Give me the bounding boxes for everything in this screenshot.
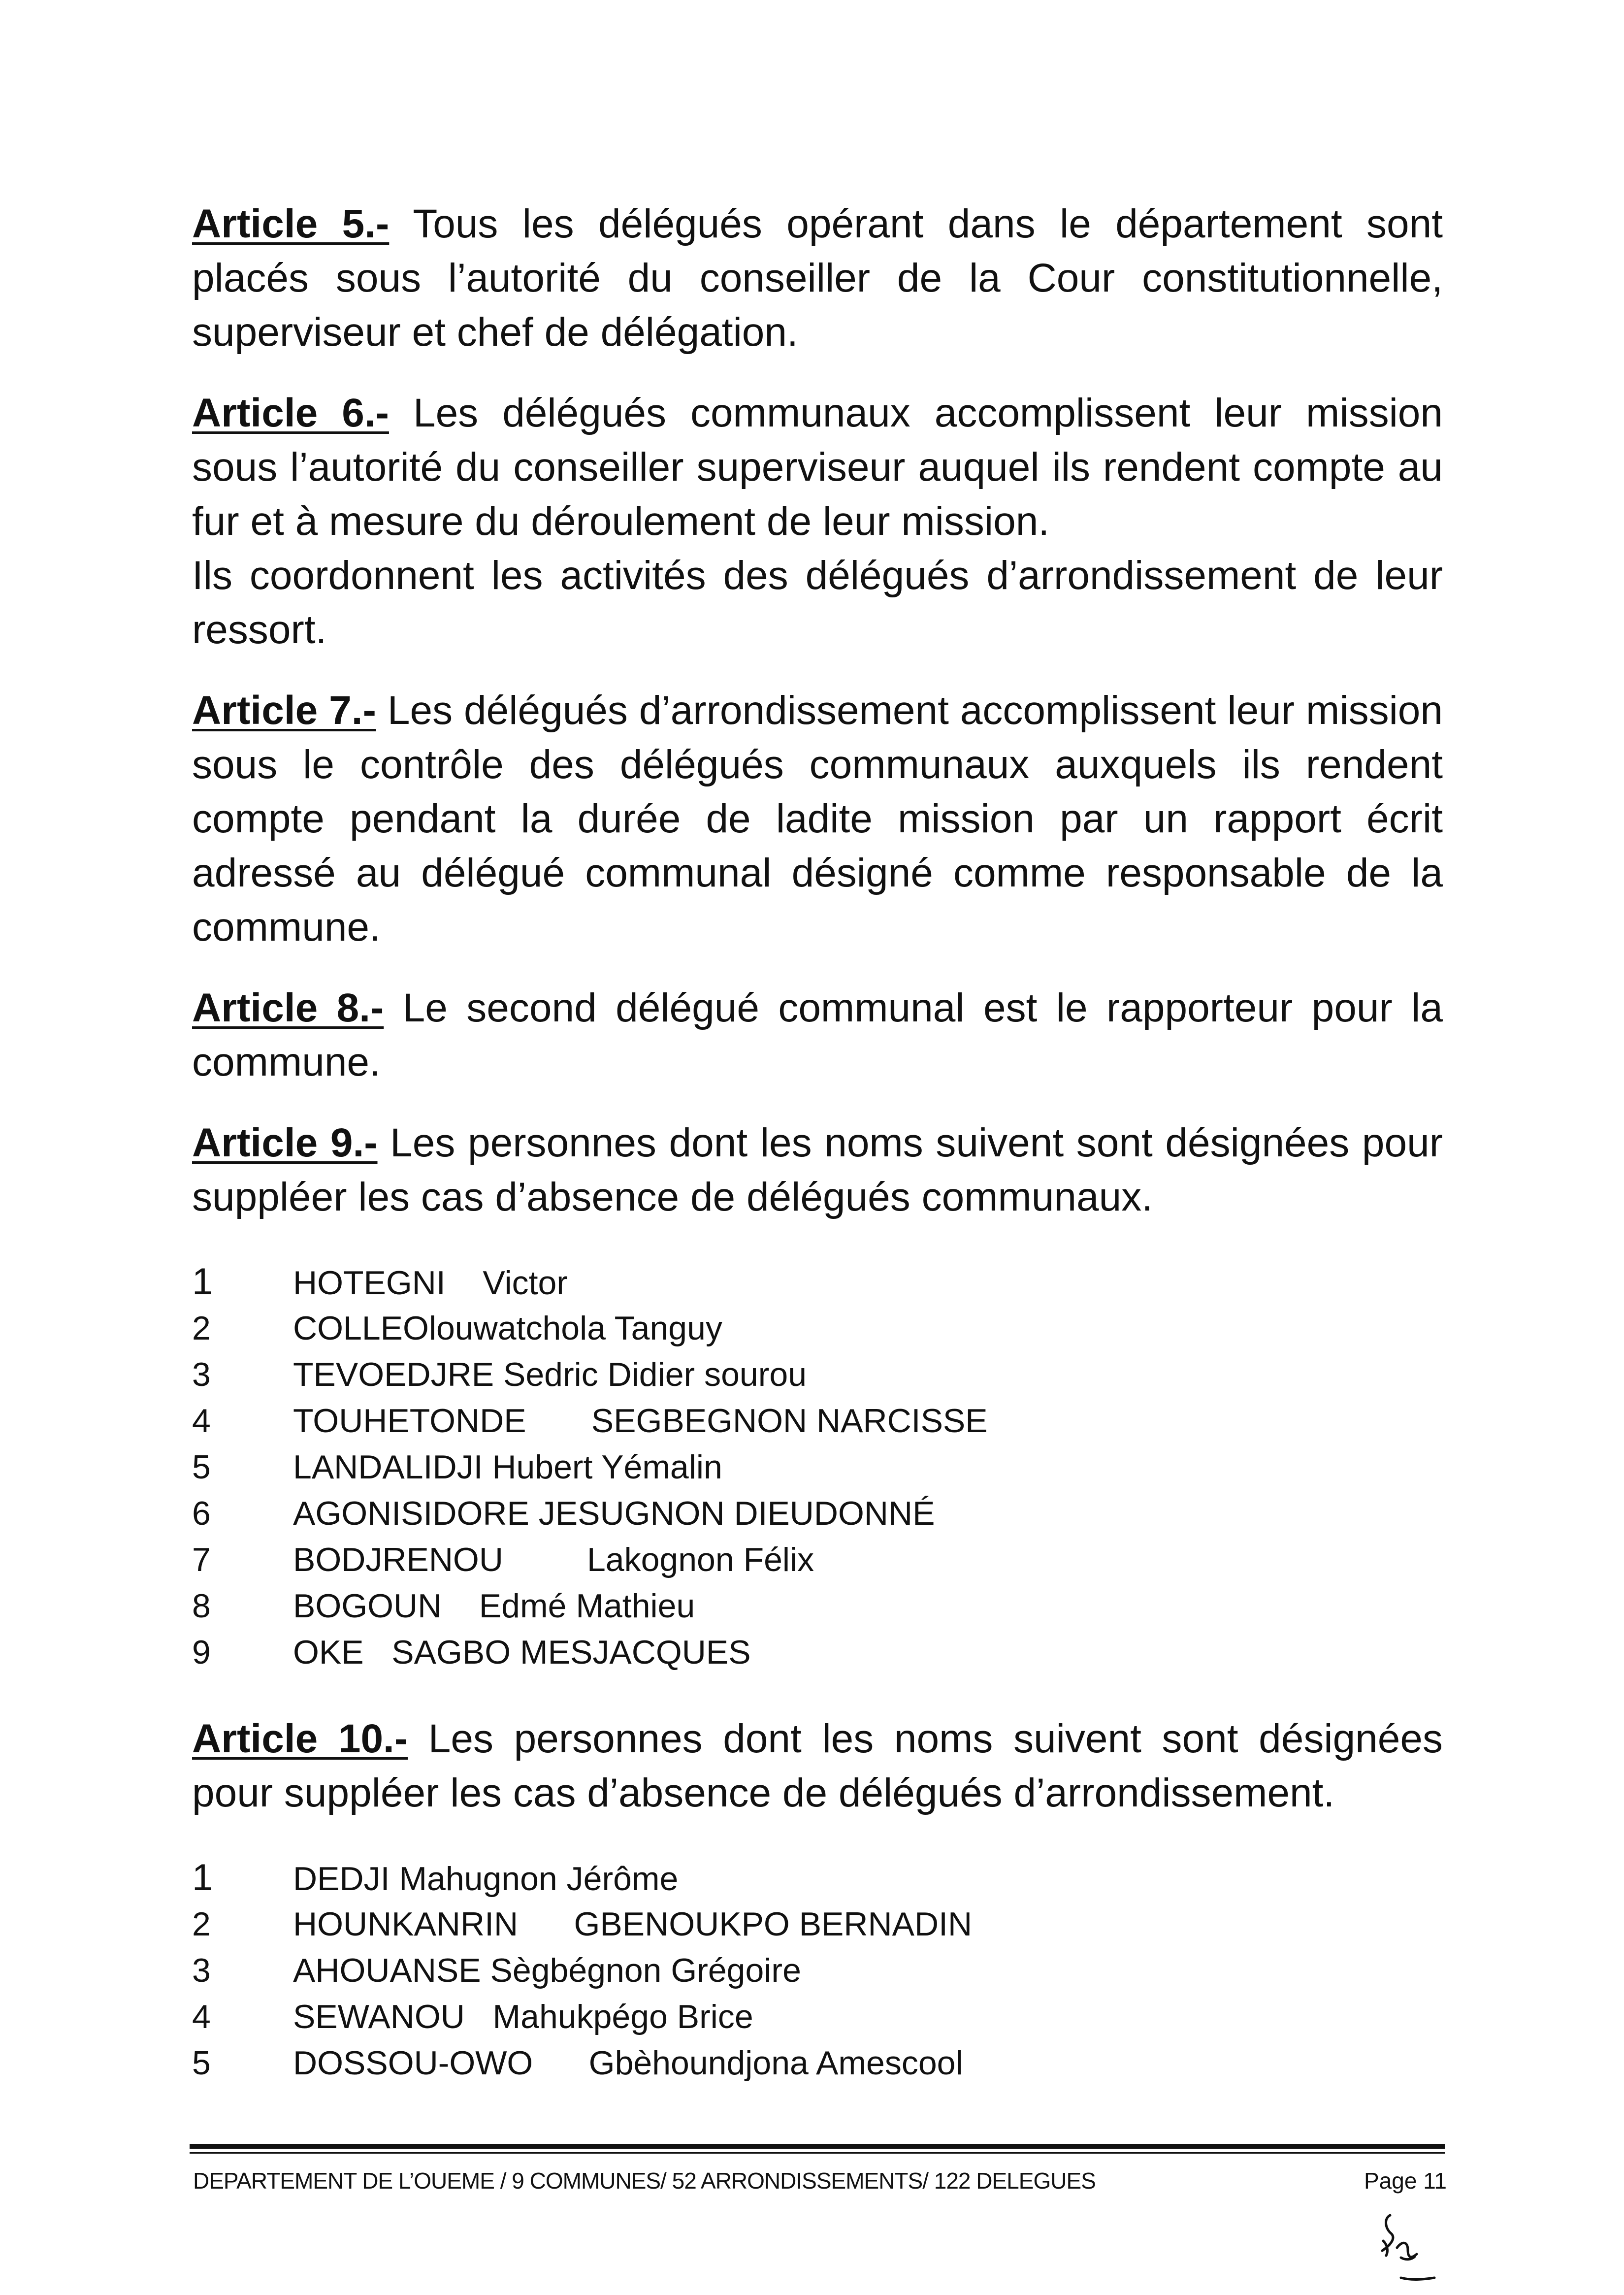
list-item-number: 1 [192, 1261, 213, 1303]
article-8 [192, 981, 1443, 1089]
list-item-name: LANDALIDJI Hubert Yémalin [293, 1448, 722, 1486]
footer-divider-thick [190, 2144, 1445, 2149]
list-item-name: TOUHETONDE SEGBEGNON NARCISSE [293, 1402, 988, 1440]
footer-text: DEPARTEMENT DE L’OUEME / 9 COMMUNES/ 52 ARRONDISSEMENTS/ 122 DELEGUES [193, 2168, 1096, 2194]
article-6-extra-paragraph: Ils coordonnent les activités des délégués d’arrondissement de leur ressort. [192, 553, 1443, 652]
list-item-name: DEDJI Mahugnon Jérôme [293, 1860, 679, 1898]
list-item-number: 3 [192, 1952, 211, 1989]
article-6-label: Article 6.- [192, 391, 389, 435]
list-item-number: 5 [192, 2044, 211, 2082]
article-9 [192, 1116, 1443, 1224]
list-item-name: SEWANOU Mahukpégo Brice [293, 1998, 753, 2035]
list-item-number: 6 [192, 1495, 211, 1532]
list-item-name: OKE SAGBO MESJACQUES [293, 1634, 751, 1671]
list-item [192, 1305, 1443, 1351]
article-9-text: Les personnes dont les noms suivent sont désignées pour suppléer les cas d’absence de délégués communaux. [192, 1120, 1443, 1219]
list-item-number: 2 [192, 1310, 211, 1347]
list-item-name: HOUNKANRIN GBENOUKPO BERNADIN [293, 1905, 973, 1943]
list-item [192, 1947, 1443, 1994]
list-item-name: AGONISIDORE JESUGNON DIEUDONNÉ [293, 1495, 935, 1532]
article-8-label: Article 8.- [192, 985, 384, 1030]
list-item-name: DOSSOU-OWO Gbèhoundjona Amescool [293, 2044, 963, 2082]
list-item-number: 9 [192, 1634, 211, 1671]
article-7-text: Les délégués d’arrondissement accomplissent leur mission sous le contrôle des délégués communaux auxquels ils rendent compte pendant la durée de ladite mission par un rapport écrit adressé au délégué communal désigné comme responsable de la commune. [192, 688, 1443, 950]
list-item [192, 1855, 1443, 1901]
list-item-number: 2 [192, 1905, 211, 1943]
list-item-name: AHOUANSE Sègbégnon Grégoire [293, 1952, 801, 1989]
list-item [192, 1444, 1443, 1490]
list-item-name: TEVOEDJRE Sedric Didier sourou [293, 1356, 807, 1393]
article-7-label: Article 7.- [192, 688, 376, 733]
list-item-number: 7 [192, 1541, 211, 1578]
article-5 [192, 197, 1443, 360]
list-item [192, 1537, 1443, 1583]
article-9-label: Article 9.- [192, 1120, 378, 1165]
article-6 [192, 386, 1443, 657]
list-item-number: 5 [192, 1448, 211, 1486]
page-number: Page 11 [1364, 2168, 1447, 2194]
list-item-name: BOGOUN Edmé Mathieu [293, 1587, 695, 1625]
article-8-text: Le second délégué communal est le rapporteur pour la commune. [192, 985, 1443, 1084]
list-item-name: HOTEGNI Victor [293, 1264, 568, 1302]
list-item [192, 1901, 1443, 1947]
article-5-label: Article 5.- [192, 201, 390, 246]
signature-mark [1371, 2206, 1440, 2285]
article-5-text: Tous les délégués opérant dans le département sont placés sous l’autorité du conseiller de la Cour constitutionnelle, superviseur et chef de délégation. [192, 201, 1443, 355]
list-item [192, 1583, 1443, 1629]
article-10-text: Les personnes dont les noms suivent sont désignées pour suppléer les cas d’absence de délégués d’arrondissement. [192, 1716, 1443, 1815]
document-body [192, 197, 1443, 2123]
article-7 [192, 684, 1443, 954]
article-6-text: Les délégués communaux accomplissent leur mission sous l’autorité du conseiller superviseur auquel ils rendent compte au fur et à mesure du déroulement de leur mission. [192, 391, 1443, 544]
list-item [192, 1398, 1443, 1444]
list-item [192, 2040, 1443, 2086]
list-item-number: 8 [192, 1587, 211, 1625]
list-item [192, 1629, 1443, 1675]
list-item-number: 3 [192, 1356, 211, 1393]
article-10 [192, 1712, 1443, 1820]
article-6-paragraph [192, 386, 1443, 549]
footer-divider-thin [190, 2152, 1445, 2154]
list-item [192, 1351, 1443, 1398]
list-item [192, 1490, 1443, 1537]
list-item-number: 1 [192, 1857, 213, 1899]
list-item [192, 1994, 1443, 2040]
article-10-label: Article 10.- [192, 1716, 408, 1761]
communal-substitutes-list [192, 1259, 1443, 1675]
arrondissement-substitutes-list [192, 1855, 1443, 2086]
list-item-name: COLLEOlouwatchola Tanguy [293, 1310, 722, 1347]
list-item [192, 1259, 1443, 1305]
list-item-number: 4 [192, 1998, 211, 2035]
list-item-number: 4 [192, 1402, 211, 1440]
list-item-name: BODJRENOU Lakognon Félix [293, 1541, 814, 1578]
